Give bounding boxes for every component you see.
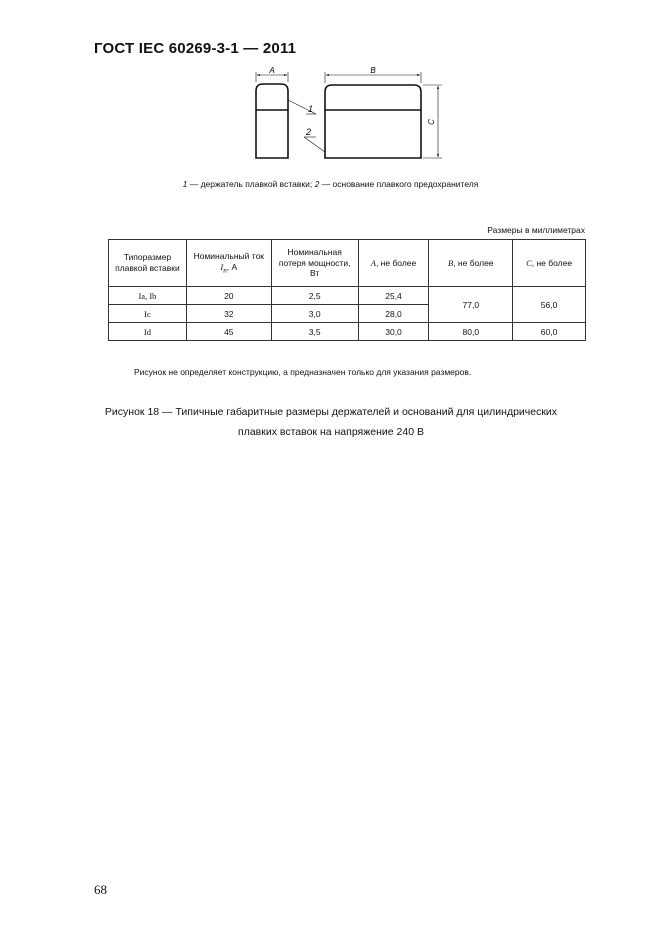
header-fuse-size: Типоразмер плавкой вставки <box>109 240 187 287</box>
header-dim-b: B, не более <box>429 240 513 287</box>
merged-c-value: 56,0 <box>513 287 586 323</box>
label-a: A <box>269 66 275 75</box>
table-row: Ic 32 3,0 28,0 <box>109 305 586 323</box>
dimensions-table <box>108 239 586 341</box>
units-note: Размеры в миллиметрах <box>487 225 585 235</box>
header-rated-current: Номинальный ток $I_n$, А <box>186 240 271 287</box>
label-c: C <box>427 119 436 125</box>
table-row: Ia, Ib 20 2,5 25,4 77,0 56,0 <box>109 287 586 305</box>
svg-text:2: 2 <box>306 127 312 137</box>
figure-legend: 1 — держатель плавкой вставки; 2 — основание плавкого предохранителя <box>182 179 479 189</box>
fuse-holder-shape <box>256 84 288 158</box>
header-dim-c: C, не более <box>513 240 586 287</box>
callout-1 <box>288 100 316 114</box>
dimension-drawing <box>236 62 456 162</box>
header-dim-a: A, не более <box>358 240 429 287</box>
merged-b-value: 77,0 <box>429 287 513 323</box>
document-header: ГОСТ IEC 60269-3-1 — 2011 <box>94 40 297 57</box>
figure-title: Рисунок 18 — Типичные габаритные размеры держателей и оснований для цилиндрических плавких вставок на напряжение 240 В <box>104 406 558 438</box>
drawing-note: Рисунок не определяет конструкцию, а предназначен только для указания размеров. <box>134 367 472 377</box>
header-power-loss: Номинальная потеря мощности, Вт <box>271 240 358 287</box>
dimension-b <box>325 66 421 83</box>
dimension-c <box>423 85 442 158</box>
svg-text:1: 1 <box>308 104 314 114</box>
fuse-base-shape <box>325 85 421 158</box>
dimension-a <box>256 66 288 82</box>
table-header-row <box>109 240 586 287</box>
table-row: Id 45 3,5 30,0 80,0 60,0 <box>109 323 586 341</box>
callout-2 <box>304 127 325 152</box>
page-number: 68 <box>94 882 107 897</box>
label-b: B <box>370 66 376 75</box>
